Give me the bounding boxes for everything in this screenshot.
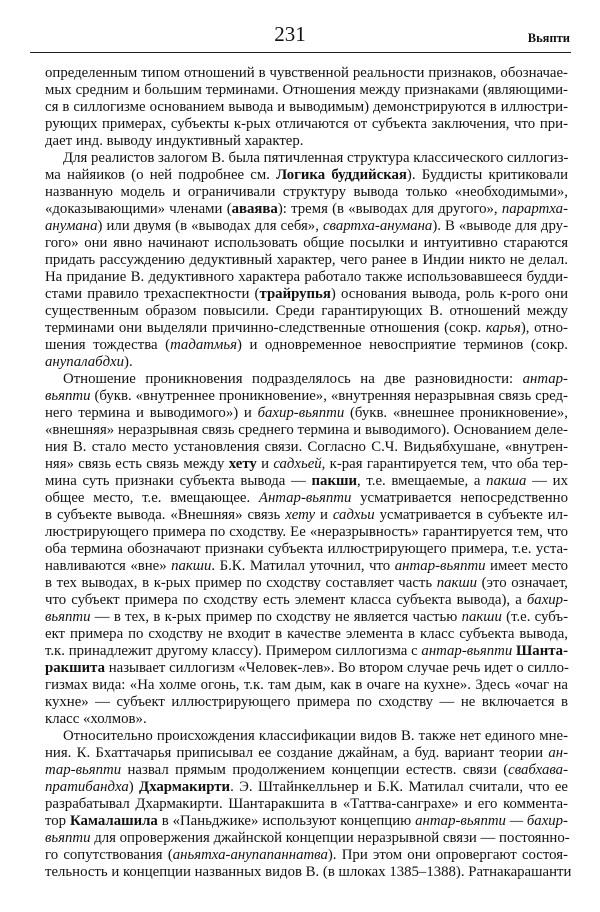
text-run: ). В «выводе для дру- [432,218,568,234]
text-line [45,541,568,558]
text-run: Относительно происхождения классификации видов В. также нет единого мне- [63,728,568,744]
text-line [45,779,568,796]
italic-term: садхьи [332,507,375,523]
text-run: , т.е. вмещаемые, а [356,473,487,489]
bold-term: Дхармакирти [139,779,231,795]
text-line [45,439,568,456]
italic-term: вьяпти [45,609,91,625]
article-body [45,65,572,881]
text-line [45,660,568,677]
italic-term: тадатмья [170,337,237,353]
italic-term: пакши [171,558,212,574]
italic-term: анупалабдхи [45,354,125,370]
text-run: ), отно- [520,320,568,336]
italic-term: вьяпти [45,388,91,404]
text-line [45,82,568,99]
italic-term: вьяпти [45,830,91,846]
paragraph [45,65,568,150]
text-run: тельность и концепции названных видов В. (в шлоках 1385–1388). Ратнакарашанти [45,864,572,880]
text-line [45,286,568,303]
text-run: называет силлогизм «Человек-лев». Во втором случае речь идет о силло- [105,660,569,676]
text-run: На придание В. дедуктивного характера работало также использовавшееся будди- [45,269,568,285]
italic-term: антар-вьяпти [394,558,486,574]
text-line [45,269,568,286]
italic-term: аньятха-анупапаннатва [172,847,328,863]
italic-term: пратибандха [45,779,129,795]
text-run: ): тремя (в «выводах для другого», [277,201,502,217]
header-rule [30,52,571,53]
text-line [45,847,568,864]
text-run: назвал прямым продолжением концепции естеств. связи ( [121,762,509,778]
text-run: ) или двумя (в «выводах для себя», [97,218,323,234]
text-run: ма найяиков (о ней подробнее см. [45,167,277,183]
italic-term: пакши [436,575,478,591]
text-run: . Б.К. Матилал уточнил, что [211,558,395,574]
text-line [45,371,568,388]
bold-term: Логика буддийская [276,167,407,183]
text-line [45,575,568,592]
bold-term: аваява [231,201,278,217]
text-line [45,303,568,320]
italic-term: хету [285,507,316,523]
text-line [45,235,568,252]
text-line [45,473,568,490]
text-line [45,354,568,371]
text-run: Отношение проникновения подразделялось на две разновидности: [63,371,523,387]
text-line [45,99,568,116]
text-run: гизмах вида: «На холме огонь, т.к. там дым, как в очаге на кухне». Здесь «очаг на [45,677,568,693]
text-run: ) и одновременное невосприятие терминов (сокр. [236,337,568,353]
italic-term: парартха- [501,201,568,217]
text-run: ). Буддисты критиковали [406,167,569,183]
italic-term: пакша [486,473,527,489]
italic-term: бахир- [526,592,568,608]
text-run: существенным образом повысили. Среди гарантирующих В. отношений между [45,303,568,319]
text-run: общее место, т.е. вмещающее. [45,490,259,506]
text-run: — их [526,473,568,489]
text-run: навливаются «вне» [45,558,172,574]
text-run: ) основания вывода, роль к-рого они [330,286,569,302]
text-line [45,490,568,507]
text-line [45,677,568,694]
text-run: рующих примерах, субъекты к-рых отличаются от субъекта заключения, что при- [45,116,568,132]
text-run: ект примера по сходству не входит в качестве элемента в класс субъекта вывода, [45,626,568,642]
text-line [45,337,568,354]
text-run: определенным типом отношений в чувственной реальности признаков, обозначае- [45,65,568,81]
italic-term: антар-вьяпти — бахир- [415,813,568,829]
bold-term: Шанта- [516,643,568,659]
text-line [45,592,568,609]
text-line [45,626,568,643]
text-run: кухне» — субъект иллюстрирующего примера по сходству — не включается в [45,694,568,710]
text-run: ). При этом они опровергают состоя- [327,847,568,863]
text-run: ) [128,779,140,795]
text-run: имеет место [485,558,568,574]
text-line [45,218,568,235]
text-run: (это означает, [477,575,568,591]
page-number: 231 [274,22,306,46]
italic-term: тар-вьяпти [45,762,122,778]
text-run: «внешняя» неразрывная связь среднего термина и выводимого). Основанием деле- [45,422,568,438]
italic-term: ан- [548,745,568,761]
text-run: в субъекте вывода. «Внешняя» связь [45,507,286,523]
text-line [45,796,568,813]
text-line [45,728,568,745]
text-run: что субъект примера по сходству есть элемент класса субъекта вывода), а [45,592,527,608]
text-line [45,830,568,847]
text-line [45,643,568,660]
bold-term: пакши [311,473,357,489]
text-run: разрабатывал Дхармакирти. Шантаракшита в «Таттва-санграхе» и его коммента- [45,796,568,812]
italic-term: свартха-анумана [322,218,433,234]
running-head: Вьяпти [527,31,570,45]
text-run: и [315,507,333,523]
text-run: усматривается непосредственно [351,490,568,506]
italic-term: антар- [522,371,568,387]
text-line [45,422,568,439]
text-line [45,252,568,269]
text-run: шения тождества ( [45,337,171,353]
text-line [45,456,568,473]
text-line [45,558,568,575]
text-line [45,507,568,524]
italic-term: бахир-вьяпти [257,405,345,421]
italic-term: садхьей [273,456,322,472]
text-line [45,65,568,82]
text-run: названную модель и ограничивали структуру вывода только «необходимыми», [45,184,568,200]
text-run: , к-рая гарантируется тем, что оба тер- [321,456,568,472]
text-line [45,813,568,830]
italic-term: анумана [45,218,98,234]
bold-term: Камалашила [69,813,158,829]
text-line [45,745,568,762]
text-run: . Э. Штайнкелльнер и Б.К. Матилал считали, что ее [230,779,568,795]
italic-term: антар-вьяпти [421,643,513,659]
text-line [45,388,568,405]
text-run: мина суть признаки субъекта вывода — [45,473,312,489]
text-run: го сопутствования ( [45,847,173,863]
text-run: тор [45,813,70,829]
text-run: (букв. «внутреннее проникновение», «внутренняя неразрывная связь сред- [90,388,568,404]
italic-term: свабхава- [508,762,568,778]
text-run: ния. К. Бхаттачарья приписывал ее создание джайнам, а буд. вариант теории [45,745,549,761]
text-run: няя» связь есть связь между [45,456,229,472]
text-run: и [256,456,274,472]
text-run: мых средним и большим терминами. Отношения между признаками (являющими- [45,82,568,98]
text-run: ). [124,354,133,370]
text-run: усматривается в субъекте ил- [374,507,568,523]
text-run: ния В. стало место установления связи. Согласно С.Ч. Видьябхушане, «внутрен- [45,439,568,455]
text-run: люстрирующего примера по сходству. Ее «неразрывность» гарантируется тем, что [45,524,568,540]
text-run: придать рассуждению дедуктивный характер, чего ранее в Индии никто не делал. [45,252,568,268]
text-run: (букв. «внешнее проникновение», [344,405,568,421]
text-run: терминами они выделяли причинно-следственные отношения (сокр. [45,320,486,336]
text-line [45,133,568,150]
text-run: него термина и выводимого») и [45,405,258,421]
text-line [45,150,568,167]
text-line [45,405,568,422]
bold-term: трайрупья [259,286,331,302]
text-run: — в тех, в к-рых пример по сходству не является частью [90,609,462,625]
text-line [45,694,568,711]
italic-term: Антар-вьяпти [258,490,352,506]
text-line [45,116,568,133]
text-run: класс «холмов». [45,711,147,727]
text-line [45,762,568,779]
text-run: гого» они явно начинают использовать общие посылки и интуитивно стараются [45,235,568,251]
text-line [45,864,572,881]
paragraph [45,150,568,371]
text-line [45,711,568,728]
text-run: в «Паньджике» используют концепцию [157,813,416,829]
text-run: Для реалистов залогом В. была пятичленная структура классического силлогиз- [63,150,569,166]
text-line [45,524,568,541]
italic-term: пакши [461,609,502,625]
paragraph [45,728,572,881]
text-line [45,201,568,218]
text-run: стами правило трехаспектности ( [45,286,260,302]
paragraph [45,371,568,728]
text-line [45,167,568,184]
text-run: в тех выводах, в к-рых пример по сходству составляет часть [45,575,437,591]
text-run: оба термина обозначают признаки субъекта иллюстрирующего примера, т.е. уста- [45,541,568,557]
bold-term: ракшита [45,660,106,676]
text-run: для опровержения джайнской концепции неразрывной связи — постоянно- [90,830,570,846]
text-line [45,184,568,201]
italic-term: карья [485,320,521,336]
text-run: т.к. принадлежит другому классу). Примером силлогизма с [45,643,422,659]
text-run: (т.е. субъ- [501,609,568,625]
text-line [45,320,568,337]
text-run: «доказывающими» членами ( [45,201,232,217]
bold-term: хету [228,456,257,472]
text-run: ся в силлогизме основанием вывода и выводимым) демонстрируются в иллюстри- [45,99,568,115]
text-run: дает инд. выводу индуктивный характер. [45,133,304,149]
text-line [45,609,568,626]
